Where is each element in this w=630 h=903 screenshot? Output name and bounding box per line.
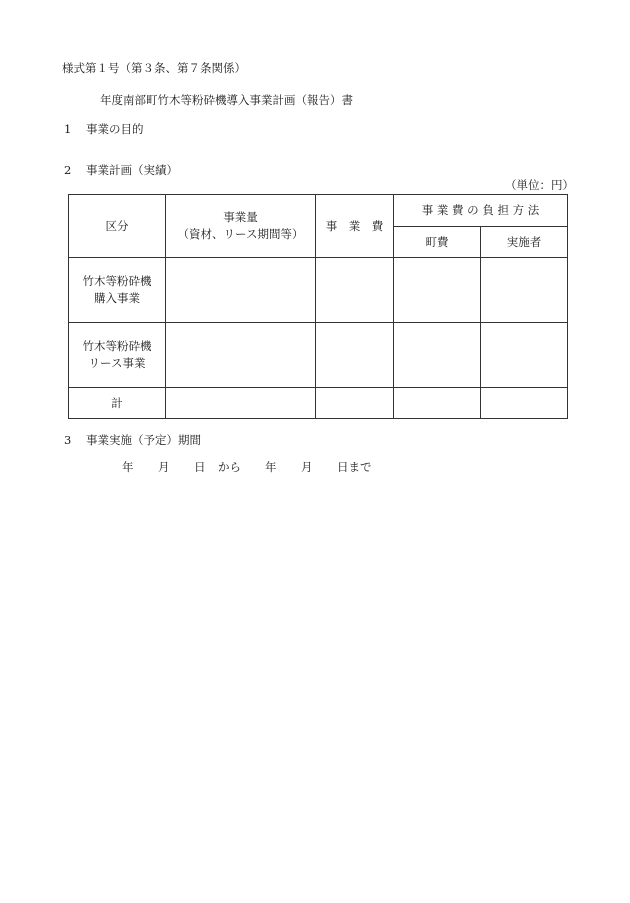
row-label-line1: 竹木等粉砕機: [82, 339, 152, 354]
period-row: [122, 462, 372, 474]
table-row-total: [69, 388, 568, 419]
unit-note: （単位：円）: [505, 178, 574, 192]
plan-table: [68, 194, 568, 419]
header-implementer: 実施者: [481, 227, 568, 258]
cell-implementer-lease[interactable]: [481, 323, 568, 388]
period-day-start: 日: [194, 460, 206, 474]
row-label-line1: 竹木等粉砕機: [82, 274, 152, 289]
cell-cost-purchase[interactable]: [316, 258, 394, 323]
header-quantity: [166, 195, 316, 258]
cell-quantity-purchase[interactable]: [166, 258, 316, 323]
header-quantity-line2: （資材、リース期間等）: [177, 227, 304, 241]
section-3-label: 事業実施（予定）期間: [86, 433, 201, 447]
document-title: 年度南部町竹木等粉砕機導入事業計画（報告）書: [100, 93, 353, 107]
cell-implementer-total[interactable]: [481, 388, 568, 419]
cell-implementer-purchase[interactable]: [481, 258, 568, 323]
section-3-number: 3: [64, 433, 72, 447]
period-month-end: 月: [301, 460, 313, 474]
cell-town-purchase[interactable]: [394, 258, 481, 323]
section-1-label: 事業の目的: [86, 122, 144, 136]
header-town: 町費: [394, 227, 481, 258]
section-1-heading: [64, 124, 144, 136]
row-label-total: 計: [69, 388, 166, 419]
header-quantity-line1: 事業量: [223, 210, 258, 225]
period-from: から: [218, 460, 241, 474]
header-category: 区分: [69, 195, 166, 258]
header-cost: 事 業 費: [316, 195, 394, 258]
row-label-purchase: [69, 258, 166, 323]
period-until: 日まで: [337, 460, 372, 474]
period-year-end: 年: [265, 460, 277, 474]
cell-quantity-lease[interactable]: [166, 323, 316, 388]
row-label-lease: [69, 323, 166, 388]
section-2-heading: [64, 165, 178, 177]
cell-town-lease[interactable]: [394, 323, 481, 388]
header-burden: 事 業 費 の 負 担 方 法: [394, 195, 568, 227]
section-3-heading: [64, 435, 201, 447]
row-label-line2: リース事業: [88, 356, 146, 370]
cell-town-total[interactable]: [394, 388, 481, 419]
row-label-line2: 購入事業: [94, 291, 140, 305]
section-2-label: 事業計画（実績）: [86, 163, 178, 177]
section-1-number: 1: [64, 122, 72, 136]
period-year-start: 年: [122, 460, 134, 474]
section-2-number: 2: [64, 163, 72, 177]
form-number: 様式第１号（第３条、第７条関係）: [62, 61, 246, 75]
period-month-start: 月: [158, 460, 170, 474]
cell-cost-lease[interactable]: [316, 323, 394, 388]
table-row: [69, 323, 568, 388]
cell-quantity-total[interactable]: [166, 388, 316, 419]
table-row: [69, 258, 568, 323]
cell-cost-total[interactable]: [316, 388, 394, 419]
